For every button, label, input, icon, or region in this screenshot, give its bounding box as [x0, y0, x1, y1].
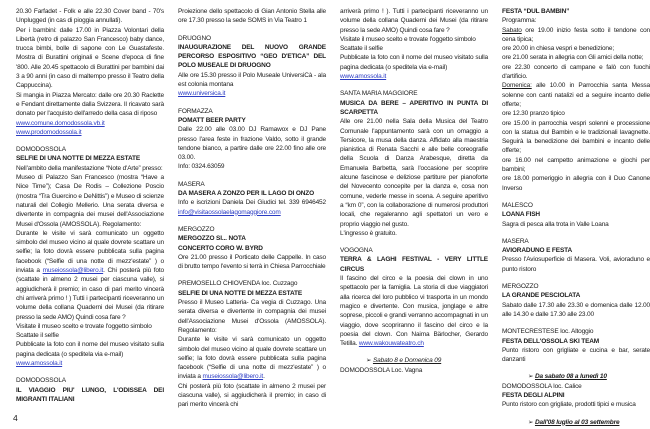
date-header	[340, 356, 488, 365]
hyperlink[interactable]: info@visitaossolaelagomaggiore.com	[178, 208, 281, 216]
event-description	[340, 7, 488, 35]
text-run: Sabato 8 e Domenica 09	[372, 357, 442, 365]
event-description	[178, 253, 326, 272]
event-location	[502, 382, 650, 391]
text-run: ore 15.00 in parrocchia vespri solenni e processione con la statua dul Bambin e le tradizionali lavagnette. Seguirà la benedizione dei bambini e incanto delle offerte;	[502, 119, 650, 155]
hyperlink[interactable]: www.wakouwateatro.ch	[358, 340, 424, 348]
event-title	[178, 116, 326, 125]
text-run: SANTA MARIA MAGGIORE	[340, 90, 418, 98]
event-description	[178, 335, 326, 381]
page-number: 4	[13, 413, 18, 423]
event-description	[502, 255, 650, 274]
event-location	[340, 89, 488, 98]
event-location	[502, 237, 650, 246]
text-run: Info e iscrizioni Daniela Dei Giudici tel. 339 6946452	[178, 199, 326, 207]
text-run: Domenica:	[502, 82, 532, 90]
event-description	[502, 156, 650, 175]
event-description	[340, 44, 488, 53]
bold-text: AVIORADUNO E FESTA	[502, 247, 573, 255]
column-2	[178, 7, 326, 427]
column-4	[502, 7, 650, 427]
event-title	[16, 154, 164, 163]
text-run: Sagra di pesca alla trota in Valle Loana	[502, 220, 609, 228]
link-line	[178, 89, 326, 98]
event-title	[502, 246, 650, 255]
text-run: FORMAZZA	[178, 107, 213, 115]
event-description	[502, 346, 650, 365]
text-run: DOMODOSSOLA loc. Calice	[502, 382, 582, 390]
text-run: arriverà primo ! ). Tutti i partecipanti riceveranno un volume della collana Quaderni dei Musei (da ritirare presso la sede AMO) Quindi cosa fare ?	[340, 8, 488, 34]
text-run: . Chi posterà più foto (scattate in almeno 2 musei per ciascuna valle), si aggiudicherà il premio; in caso di pari merito vincerà chi arriverà primo ! ) Tutti i partecipanti riceveranno un volume della collana Quaderni dei Musei (da ritirare presso la sede AMO) Quindi cosa fare ?	[16, 267, 164, 321]
text-run: Il fascino del circo e la poesia dei clown in uno spettacolo per la famiglia. La storia di due viaggiatori alla ricerca del loro pubblico vi trasporta in un mondo magico e divertente. Con musica, jonglage e altre soprese, piccoli e grandi verranno accompagnati in un viaggio, dove scopriranno il fascino del circo e la poesia del clown. Con Naima Bärlocher, Gerardo Tetilla.	[340, 275, 488, 348]
event-location	[502, 201, 650, 210]
text-run: Pubblicate la foto con il nome del museo visitato sulla pagina dedicata (o speditela via e-mail)	[16, 341, 164, 358]
date-header	[502, 372, 650, 381]
bold-text: TERRA & LAGHI FESTIVAL - VERY LITTLE CIRCUS	[340, 256, 488, 273]
bold-text: MERGOZZO SI... NOTA	[178, 235, 246, 243]
text-run: Si mangia in Piazza Mercato: dalle ore 20.30 Raclette e Fendant direttamente dalla Svizzera. Il ricavato sarà donato per l'acquisto dell'arredo della casa di riposo	[16, 91, 164, 118]
event-title	[178, 234, 326, 243]
event-description	[16, 91, 164, 119]
text-run: ➢	[366, 357, 373, 365]
event-title	[178, 43, 326, 71]
text-run: Alle ore 15.30 presso il Polo Museale UniversiCà - ala est colonia montana	[178, 71, 326, 89]
event-description	[178, 7, 326, 26]
text-run: alle 10.00 in Parrocchia santa Messa solenne con canti natalizi ed a seguire incanto delle offerte;	[502, 82, 650, 108]
text-run: ore 20.00 in chiesa vespri e benedizione;	[502, 45, 615, 53]
event-description	[16, 229, 164, 322]
text-run: Museo di Palazzo San Francesco (mostra “Have a Nice Time”); Casa De Rodis – Collezione Poscio (mostra “Tra Guercino e DeNittis”) e Museo di scienze naturali del Collegio Mellerio. Una serata diversa e divertente in compagnia dei musei dell'Associazione Musei d'Ossola (AMOSSOLA). Regolamento:	[16, 174, 164, 228]
event-location	[502, 327, 650, 336]
bold-text: DA MASERA A ZONZO PER IL LAGO DI ONZO	[178, 190, 315, 198]
text-run: Scattate il selfie	[16, 332, 59, 340]
text-run: VOGOGNA	[340, 247, 373, 255]
event-description	[502, 400, 650, 409]
event-description	[178, 198, 326, 217]
hyperlink[interactable]: www.amossola.it	[16, 359, 63, 367]
event-description	[502, 109, 650, 118]
text-run: ore 18.00 pomeriggio in allegria con il Duo Canone Inverso	[502, 175, 650, 192]
text-run: Sabato	[502, 26, 522, 34]
event-title	[178, 189, 326, 198]
event-location	[178, 34, 326, 43]
text-run: Punto ristoro con grigliate, prodotti tipici e musica	[502, 401, 636, 409]
link-line	[16, 119, 164, 128]
event-location	[178, 225, 326, 234]
text-run: Alle ore 21.00 nella Sala della Musica del Teatro Comunale l'appuntamento sarà con un omaggio a Tersicore, la musa della danza. Affidato alla maestria pianistica di Renata Sacchi e alle belle coreografie della Scuola di Danza Arabesque, diretta da Emanuela Barbetta, sarà l'occasione per scoprire alcune fascinose e deliziose partiture per pianoforte del Novecento concepite per la danza e, cosa non comune, vederle messe in scena. A seguire aperitivo a “km 0”, con la collaborazione di numerosi produttori locali, che regaleranno agli spettatori un vero e proprio viaggio nel gusto.	[340, 118, 488, 228]
text-run: Ore 21.00 presso il Porticato delle Cappelle. In caso di brutto tempo l'evento si terrà in Chiesa Parrocchiale	[178, 253, 326, 271]
event-description	[502, 44, 650, 53]
text-run: Dalle 22.00 alle 03.00 DJ Ramawox e DJ Pane presso l'area feste in frazione Valdo, sotto il grande tendone bianco, a partire dalle ore 22.00 fino alle ore 03.00.	[178, 126, 326, 162]
text-run: MONTECRESTESE loc. Altoggio	[502, 328, 594, 336]
text-run: ore 22.30 concerto di campane e falò con fuochi d'artificio.	[502, 63, 650, 81]
event-description	[178, 71, 326, 90]
text-run: MERGOZZO	[178, 225, 215, 233]
event-location	[16, 145, 164, 154]
event-title	[502, 291, 650, 300]
event-description	[178, 382, 326, 410]
bold-text: POMATT BEER PARTY	[178, 116, 246, 124]
text-run: ➢	[528, 418, 535, 426]
event-title	[502, 337, 650, 346]
bold-text: LOANA FISH	[502, 211, 540, 219]
text-run: L'ingresso è gratuito.	[340, 229, 397, 237]
event-description	[178, 162, 326, 171]
text-run: Info: 0324.63059	[178, 163, 225, 171]
hyperlink[interactable]: www.amossola.it	[340, 73, 387, 81]
text-run: Visitate il museo scelto e trovate l'oggetto simbolo	[340, 35, 476, 43]
event-description	[16, 7, 164, 26]
event-title	[502, 391, 650, 400]
text-run: 20.30 Farfadet - Folk e alle 22.30 Cover band - 70's Unplugged (in cas di pioggia annullati).	[16, 8, 164, 25]
bold-text: SELFIE DI UNA NOTTE DI MEZZA ESTATE	[178, 289, 303, 297]
hyperlink[interactable]: www.prodomodossola.it	[16, 128, 82, 136]
event-description	[502, 220, 650, 229]
event-title	[16, 386, 164, 405]
event-description	[340, 229, 488, 238]
event-description	[340, 35, 488, 44]
column-3	[340, 7, 488, 427]
bold-text: IL VIAGGIO PIU' LUNGO, L'ODISSEA DEI MIGRANTI ITALIANI	[16, 386, 164, 403]
event-description	[178, 125, 326, 162]
text-run: Durante le visite vi sarà comunicato un oggetto simbolo del museo vicino al quale dovrete scattare un selfie; la foto dovrà essere pubblicata sulla pagina facebook (“Selfie di una notte di mezz'estate” ) o inviata a	[16, 229, 164, 275]
text-run: Durante le visite vi sarà comunicato un oggetto simbolo del museo vicino al quale dovrete scattare un selfie; la foto dovrà essere pubblicata sulla pagina facebook (“Selfie di una notte di mezz'estate” ) o inviata a	[178, 336, 326, 381]
text-run: ➢	[528, 373, 535, 381]
text-run: ore 16.00 nel campetto animazione e giochi per bambini;	[502, 156, 650, 174]
text-run: PREMOSELLO CHIOVENDA loc. Cuzzago	[178, 280, 298, 288]
event-title	[340, 255, 488, 274]
event-description	[16, 340, 164, 359]
text-run: DRUOGNO	[178, 34, 211, 42]
event-location	[340, 246, 488, 255]
event-title	[502, 210, 650, 219]
bold-text: FESTA DEGLI ALPINI	[502, 391, 565, 399]
text-run: Scattate il selfie	[340, 45, 383, 53]
event-description	[16, 164, 164, 173]
event-description	[502, 174, 650, 193]
bold-text: INAUGURAZIONE DEL NUOVO GRANDE PERCORSO ESPOSITIVO “GEO D'ETICA” DEL POLO MUSEALE DI DRUOGNO	[178, 43, 326, 70]
text-run: Per i bambini: dalle 17.00 in Piazza Volontari della Libertà (retro di palazzo San Francesco) baby dance, trucca bimbi, bolle di sapone con Le Guastafeste. Mostra di Burattini originali e Scene d'epoca di fine '800. Alle 20.45 spettacolo di Burattini per bambini dai 3 a 90 anni (in caso di maltempo presso il Teatro della Cappuccina).	[16, 26, 164, 90]
link-line	[16, 128, 164, 137]
event-description	[340, 117, 488, 229]
link-line	[340, 72, 488, 81]
event-description	[16, 331, 164, 340]
event-description	[16, 322, 164, 331]
event-location	[178, 279, 326, 288]
text-run: Sabato dalle 17.30 alle 23.30 e domenica dalle 12.00 alle 14.30 e dalle 17.30 alle 23.00	[502, 301, 650, 318]
column-1	[16, 7, 164, 427]
text-run: MASERA	[502, 237, 529, 245]
hyperlink[interactable]: museiossola@libero.it	[42, 267, 104, 275]
text-run: ore 21.00 serata in allegria con Gli amici della notte;	[502, 54, 644, 62]
text-run: Presso l'Aviosuperficie di Masera. Voli, avioraduno e punto ristoro	[502, 256, 650, 273]
bold-text: LA GRANDE PESCIOLATA	[502, 292, 581, 300]
hyperlink[interactable]: museiossola@libero.it	[202, 373, 264, 381]
text-run: Visitate il museo scelto e trovate l'oggetto simbolo	[16, 322, 152, 330]
event-description	[340, 274, 488, 348]
text-run: Proiezione dello spettacolo di Gian Antonio Stella alle ore 17.30 presso la sede SOMS in Via Teatro 1	[178, 8, 326, 25]
text-run: DOMODOSSOLA	[16, 146, 66, 154]
text-run: Dall'08 luglio al 03 settembre	[534, 418, 620, 426]
text-run: DOMODOSSOLA	[16, 377, 66, 385]
event-description	[502, 53, 650, 62]
event-description	[502, 63, 650, 82]
bold-text: CONCERTO CORO W. BYRD	[178, 244, 263, 252]
link-line	[16, 359, 164, 368]
event-title	[178, 244, 326, 253]
event-description	[16, 173, 164, 229]
event-location	[502, 282, 650, 291]
event-title	[502, 7, 650, 16]
event-location	[178, 180, 326, 189]
event-description	[502, 301, 650, 320]
event-location	[16, 376, 164, 385]
hyperlink[interactable]: www.comune.domodossola.vb.it	[16, 119, 105, 127]
text-run: Nell'ambito della manifestazione “Note d'Arte” presso:	[16, 164, 163, 172]
bold-text: SELFIE DI UNA NOTTE DI MEZZA ESTATE	[16, 155, 141, 163]
bold-text: FESTA DELL'OSSOLA SKI TEAM	[502, 337, 600, 345]
event-location	[178, 107, 326, 116]
text-run: Presso il Museo Latteria- Ca vegia di Cuzzago. Una serata diversa e divertente in compagnia dei musei dell'Associazione Musei d'Ossola (AMOSSOLA). Regolamento:	[178, 299, 326, 334]
event-description	[502, 81, 650, 109]
event-description	[178, 298, 326, 335]
bold-text: FESTA “DUL BAMBIN”	[502, 8, 570, 15]
text-run: MERGOZZO	[502, 283, 539, 291]
date-header	[502, 418, 650, 427]
event-description	[502, 16, 650, 25]
text-run: MALESCO	[502, 201, 533, 209]
text-run: ore 12.30 pranzo tipico	[502, 110, 565, 118]
text-run: Punto ristoro con grigliate e cucina e bar, serate danzanti	[502, 346, 650, 364]
event-description	[16, 26, 164, 91]
bold-text: MUSICA DA BERE – APERITIVO IN PUNTA DI SCARPETTA	[340, 99, 488, 116]
hyperlink[interactable]: www.universica.it	[178, 90, 226, 98]
event-description	[502, 119, 650, 156]
event-title	[178, 289, 326, 298]
event-description	[502, 26, 650, 45]
text-run: ore 19.00 inizio festa sotto il tendone con cena tipica;	[502, 26, 650, 43]
event-title	[340, 99, 488, 118]
event-location	[340, 366, 488, 375]
event-description	[340, 53, 488, 72]
text-run: Programma:	[502, 17, 537, 25]
text-run: .	[263, 373, 265, 381]
text-run: Pubblicate la foto con il nome del museo visitato sulla pagina dedicata (o speditela via e-mail)	[340, 54, 488, 71]
text-run: Da sabato 08 a lunedì 10	[534, 373, 607, 381]
text-run: DOMODOSSOLA Loc. Vagna	[340, 366, 423, 374]
text-run: Chi posterà più foto (scattate in almeno 2 musei per ciascuna valle), si aggiudicherà il premio; in caso di pari merito vincerà chi	[178, 382, 326, 409]
text-run: MASERA	[178, 180, 205, 188]
